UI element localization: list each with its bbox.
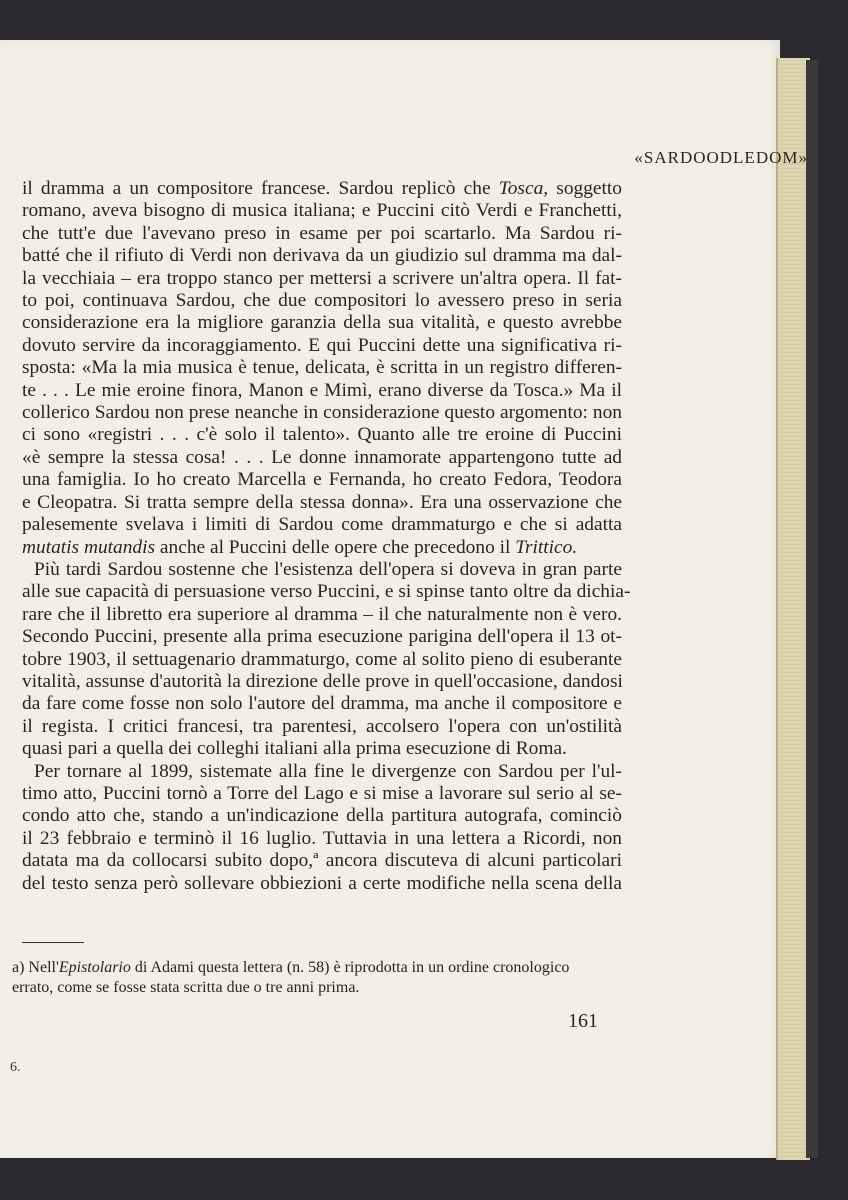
book-cover-edge: [806, 60, 818, 1158]
page-number: 161: [568, 1010, 598, 1032]
text-line: «è sempre la stessa cosa! . . . Le donne innamorate appartengono tutte ad: [22, 446, 622, 468]
signature-mark: 6.: [10, 1060, 21, 1075]
text-line: vitalità, assunse d'autorità la direzione delle prove in quell'occasione, dandosi: [22, 670, 623, 692]
text-line: che tutt'e due l'avevano preso in esame per poi scartarlo. Ma Sardou ri-: [22, 222, 622, 244]
text-line: tobre 1903, il settuagenario drammaturgo, come al solito pieno di esuberante: [22, 648, 622, 670]
text-line: alle sue capacità di persuasione verso Puccini, e si spinse tanto oltre da dichia-: [22, 581, 631, 603]
footnote-line: a) Nell'Epistolario di Adami questa lettera (n. 58) è riprodotta in un ordine cronologico: [12, 959, 570, 976]
text-line: una famiglia. Io ho creato Marcella e Fernanda, ho creato Fedora, Teodora: [22, 469, 622, 491]
footnote-rule: [22, 942, 84, 943]
text-line: il 23 febbraio e terminò il 16 luglio. Tuttavia in una lettera a Ricordi, non: [22, 827, 622, 849]
text-line: il dramma a un compositore francese. Sardou replicò che Tosca, soggetto: [22, 178, 622, 199]
text-line: Più tardi Sardou sostenne che l'esistenza dell'opera si doveva in gran parte: [34, 558, 622, 580]
text-line: del testo senza però sollevare obbiezioni a certe modifiche nella scena della: [22, 872, 622, 894]
text-line: quasi pari a quella dei colleghi italiani alla prima esecuzione di Roma.: [22, 738, 567, 760]
text-line: e Cleopatra. Si tratta sempre della stessa donna». Era una osservazione che: [22, 491, 622, 513]
text-line: rare che il libretto era superiore al dramma – il che naturalmente non è vero.: [22, 603, 622, 625]
text-line: to poi, continuava Sardou, che due compositori lo avessero preso in seria: [22, 290, 622, 312]
text-line: ci sono «registri . . . c'è solo il talento». Quanto alle tre eroine di Puccini: [22, 424, 622, 446]
text-line: Per tornare al 1899, sistemate alla fine le divergenze con Sardou per l'ul-: [34, 760, 622, 782]
text-line: datata ma da collocarsi subito dopo,ª ancora discuteva di alcuni particolari: [22, 850, 622, 872]
text-line: condo atto che, stando a un'indicazione della partitura autografa, cominciò: [22, 805, 622, 827]
text-line: batté che il rifiuto di Verdi non derivava da un giudizio sul dramma ma dal-: [22, 245, 622, 267]
text-line: sposta: «Ma la mia musica è tenue, delicata, è scritta in un registro differen-: [22, 357, 622, 379]
running-head: «SARDOODLEDOM»: [634, 148, 808, 167]
text-line: timo atto, Puccini tornò a Torre del Lago e si mise a lavorare sul serio al se-: [22, 782, 622, 804]
footnote-line: errato, come se fosse stata scritta due o tre anni prima.: [12, 978, 360, 996]
text-line: romano, aveva bisogno di musica italiana; e Puccini citò Verdi e Franchetti,: [22, 200, 622, 222]
text-line: Secondo Puccini, presente alla prima esecuzione parigina dell'opera il 13 ot-: [22, 626, 622, 648]
text-line: la vecchiaia – era troppo stanco per mettersi a scrivere un'altra opera. Il fat-: [22, 267, 622, 289]
text-line: collerico Sardou non prese neanche in considerazione questo argomento: non: [22, 402, 622, 424]
body-text: [22, 178, 631, 895]
page-edge: [776, 58, 810, 1160]
text-line: considerazione era la migliore garanzia della sua vitalità, e questo avrebbe: [22, 312, 622, 334]
text-line: palesemente svelava i limiti di Sardou come drammaturgo e che si adatta: [22, 514, 622, 536]
text-line: mutatis mutandis anche al Puccini delle opere che precedono il Trittico.: [22, 536, 578, 558]
text-line: te . . . Le mie eroine finora, Manon e Mimì, erano diverse da Tosca.» Ma il: [22, 379, 622, 401]
text-line: da fare come fosse non solo l'autore del dramma, ma anche il compositore e: [22, 693, 622, 715]
text-line: il regista. I critici francesi, tra parentesi, accolsero l'opera con un'ostilità: [22, 715, 622, 737]
footnote: [12, 958, 617, 997]
text-line: dovuto servire da incoraggiamento. E qui Puccini dette una significativa ri-: [22, 334, 622, 356]
